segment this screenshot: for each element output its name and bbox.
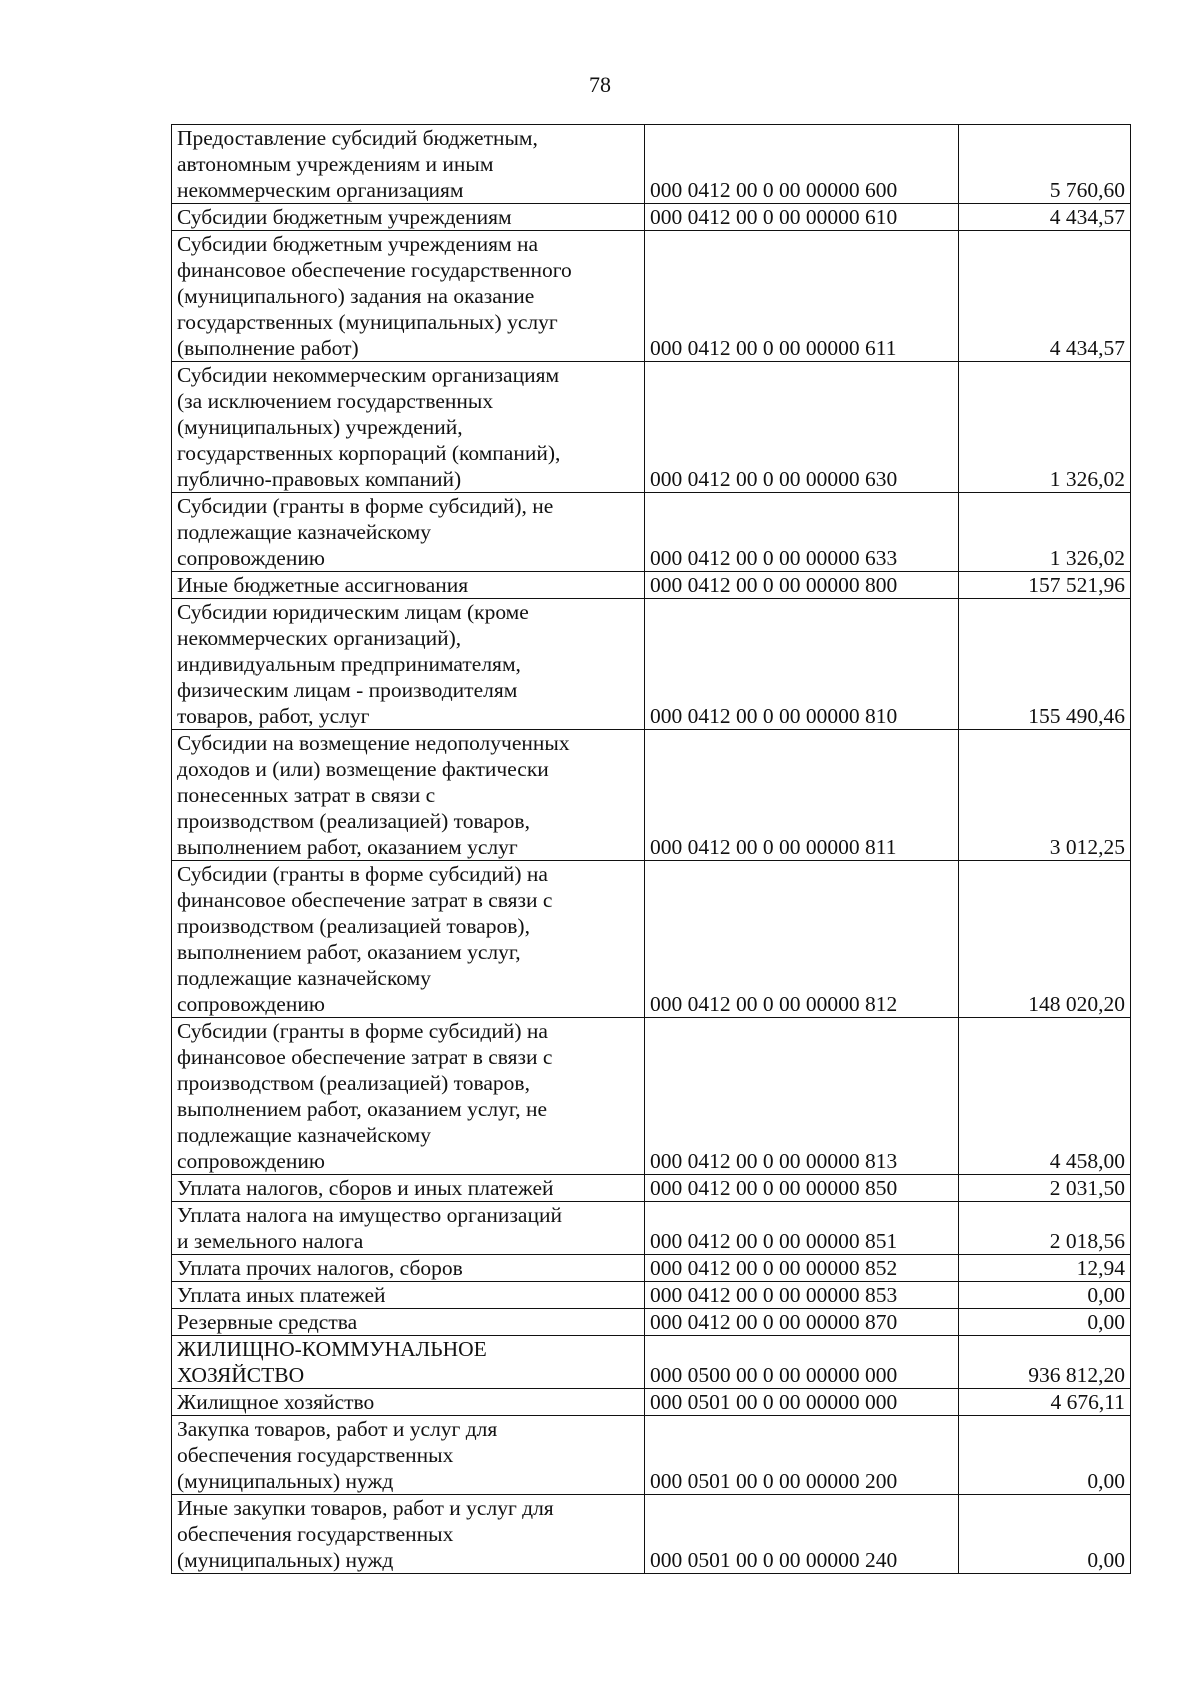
expense-name-cell: ЖИЛИЩНО-КОММУНАЛЬНОЕ ХОЗЯЙСТВО (172, 1336, 645, 1389)
amount-cell: 5 760,60 (959, 125, 1131, 204)
table-row (172, 362, 1131, 493)
expense-name-cell: Уплата прочих налогов, сборов (172, 1255, 645, 1282)
budget-code-cell: 000 0501 00 0 00 00000 200 (645, 1416, 959, 1495)
table-row (172, 861, 1131, 1018)
budget-code-cell: 000 0412 00 0 00 00000 611 (645, 231, 959, 362)
amount-cell: 1 326,02 (959, 493, 1131, 572)
expense-name-cell: Субсидии юридическим лицам (кроме некоммерческих организаций), индивидуальным предпринимателям, физическим лицам - производителям товаров, работ, услуг (172, 599, 645, 730)
expense-name-cell: Предоставление субсидий бюджетным, автономным учреждениям и иным некоммерческим организациям (172, 125, 645, 204)
amount-cell: 0,00 (959, 1309, 1131, 1336)
budget-code-cell: 000 0412 00 0 00 00000 852 (645, 1255, 959, 1282)
amount-cell: 0,00 (959, 1495, 1131, 1574)
expense-name-cell: Субсидии (гранты в форме субсидий) на финансовое обеспечение затрат в связи с производством (реализацией) товаров, выполнением работ, оказанием услуг, не подлежащие казначейскому сопровождению (172, 1018, 645, 1175)
amount-cell: 2 031,50 (959, 1175, 1131, 1202)
budget-code-cell: 000 0501 00 0 00 00000 240 (645, 1495, 959, 1574)
budget-table (171, 124, 1131, 1574)
expense-name-cell: Субсидии (гранты в форме субсидий) на финансовое обеспечение затрат в связи с производством (реализацией товаров), выполнением работ, оказанием услуг, подлежащие казначейскому сопровождению (172, 861, 645, 1018)
expense-name-cell: Иные бюджетные ассигнования (172, 572, 645, 599)
amount-cell: 1 326,02 (959, 362, 1131, 493)
amount-cell: 0,00 (959, 1282, 1131, 1309)
budget-code-cell: 000 0412 00 0 00 00000 600 (645, 125, 959, 204)
table-row (172, 231, 1131, 362)
expense-name-cell: Уплата налогов, сборов и иных платежей (172, 1175, 645, 1202)
expense-name-cell: Субсидии на возмещение недополученных доходов и (или) возмещение фактически понесенных затрат в связи с производством (реализацией) товаров, выполнением работ, оказанием услуг (172, 730, 645, 861)
budget-code-cell: 000 0412 00 0 00 00000 812 (645, 861, 959, 1018)
expense-name-cell: Субсидии бюджетным учреждениям на финансовое обеспечение государственного (муниципального) задания на оказание государственных (муниципальных) услуг (выполнение работ) (172, 231, 645, 362)
amount-cell: 4 458,00 (959, 1018, 1131, 1175)
expense-name-cell: Жилищное хозяйство (172, 1389, 645, 1416)
amount-cell: 2 018,56 (959, 1202, 1131, 1255)
expense-name-cell: Закупка товаров, работ и услуг для обеспечения государственных (муниципальных) нужд (172, 1416, 645, 1495)
table-row (172, 125, 1131, 204)
table-row (172, 1309, 1131, 1336)
table-row (172, 572, 1131, 599)
amount-cell: 3 012,25 (959, 730, 1131, 861)
table-row (172, 1495, 1131, 1574)
expense-name-cell: Резервные средства (172, 1309, 645, 1336)
budget-code-cell: 000 0412 00 0 00 00000 850 (645, 1175, 959, 1202)
table-row (172, 1018, 1131, 1175)
amount-cell: 936 812,20 (959, 1336, 1131, 1389)
budget-code-cell: 000 0412 00 0 00 00000 870 (645, 1309, 959, 1336)
table-row (172, 1336, 1131, 1389)
table-row (172, 1416, 1131, 1495)
budget-code-cell: 000 0412 00 0 00 00000 610 (645, 204, 959, 231)
amount-cell: 4 676,11 (959, 1389, 1131, 1416)
table-row (172, 599, 1131, 730)
budget-code-cell: 000 0412 00 0 00 00000 813 (645, 1018, 959, 1175)
budget-code-cell: 000 0412 00 0 00 00000 811 (645, 730, 959, 861)
budget-table-body (172, 125, 1131, 1574)
budget-code-cell: 000 0501 00 0 00 00000 000 (645, 1389, 959, 1416)
amount-cell: 155 490,46 (959, 599, 1131, 730)
table-row (172, 204, 1131, 231)
expense-name-cell: Субсидии бюджетным учреждениям (172, 204, 645, 231)
amount-cell: 4 434,57 (959, 204, 1131, 231)
expense-name-cell: Уплата иных платежей (172, 1282, 645, 1309)
amount-cell: 0,00 (959, 1416, 1131, 1495)
budget-code-cell: 000 0412 00 0 00 00000 810 (645, 599, 959, 730)
table-row (172, 493, 1131, 572)
amount-cell: 12,94 (959, 1255, 1131, 1282)
table-row (172, 1255, 1131, 1282)
budget-code-cell: 000 0412 00 0 00 00000 800 (645, 572, 959, 599)
expense-name-cell: Иные закупки товаров, работ и услуг для обеспечения государственных (муниципальных) нужд (172, 1495, 645, 1574)
amount-cell: 157 521,96 (959, 572, 1131, 599)
expense-name-cell: Субсидии (гранты в форме субсидий), не подлежащие казначейскому сопровождению (172, 493, 645, 572)
page-number: 78 (589, 72, 611, 97)
budget-code-cell: 000 0412 00 0 00 00000 851 (645, 1202, 959, 1255)
budget-code-cell: 000 0500 00 0 00 00000 000 (645, 1336, 959, 1389)
expense-name-cell: Субсидии некоммерческим организациям (за исключением государственных (муниципальных) учреждений, государственных корпораций (компаний), публично-правовых компаний) (172, 362, 645, 493)
table-row (172, 1175, 1131, 1202)
budget-code-cell: 000 0412 00 0 00 00000 630 (645, 362, 959, 493)
budget-code-cell: 000 0412 00 0 00 00000 633 (645, 493, 959, 572)
budget-code-cell: 000 0412 00 0 00 00000 853 (645, 1282, 959, 1309)
amount-cell: 148 020,20 (959, 861, 1131, 1018)
table-row (172, 1389, 1131, 1416)
expense-name-cell: Уплата налога на имущество организаций и земельного налога (172, 1202, 645, 1255)
table-row (172, 1202, 1131, 1255)
table-row (172, 1282, 1131, 1309)
table-row (172, 730, 1131, 861)
amount-cell: 4 434,57 (959, 231, 1131, 362)
